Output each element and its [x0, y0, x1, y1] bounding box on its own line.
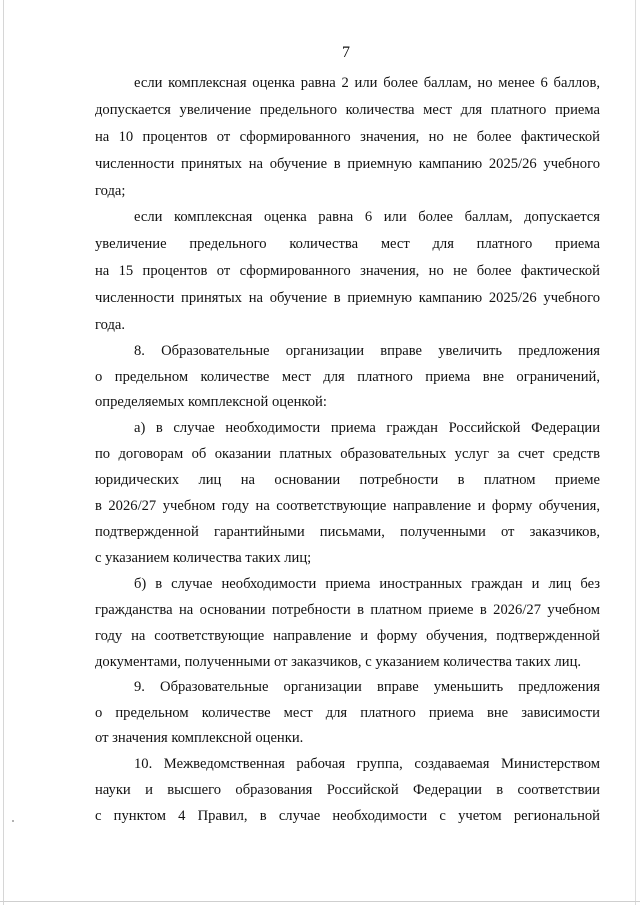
- paragraph-5-line-3: году на соответствующие направление и форму обучения, подтвержденной: [95, 628, 600, 644]
- paragraph-1-line-5: года;: [95, 183, 126, 199]
- page-number: 7: [342, 44, 350, 61]
- paragraph-1-line-3: на 10 процентов от сформированного значения, но не более фактической: [95, 129, 600, 145]
- paragraph-2-line-4: численности принятых на обучение в приемную кампанию 2025/26 учебного: [95, 290, 600, 306]
- paragraph-5-line-1: б) в случае необходимости приема иностранных граждан и лиц без: [134, 576, 600, 592]
- paragraph-1-line-4: численности принятых на обучение в приемную кампанию 2025/26 учебного: [95, 156, 600, 172]
- paragraph-6-line-3: от значения комплексной оценки.: [95, 730, 304, 746]
- paragraph-3-line-1: 8. Образовательные организации вправе увеличить предложения: [134, 343, 600, 359]
- paragraph-1-line-1: если комплексная оценка равна 2 или более баллам, но менее 6 баллов,: [134, 75, 600, 91]
- paragraph-5-line-4: документами, полученными от заказчиков, с указанием количества таких лиц.: [95, 654, 582, 670]
- paragraph-2-line-3: на 15 процентов от сформированного значения, но не более фактической: [95, 263, 600, 279]
- paragraph-3-line-2: о предельном количестве мест для платного приема вне ограничений,: [95, 369, 600, 385]
- paragraph-7-line-3: с пунктом 4 Правил, в случае необходимости с учетом региональной: [95, 808, 600, 824]
- paragraph-4-line-5: подтвержденной гарантийными письмами, полученными от заказчиков,: [95, 524, 600, 540]
- paragraph-4-line-1: а) в случае необходимости приема граждан Российской Федерации: [134, 420, 600, 436]
- paragraph-4-line-2: по договорам об оказании платных образовательных услуг за счет средств: [95, 446, 600, 462]
- paragraph-2-line-5: года.: [95, 317, 126, 333]
- paragraph-6-line-2: о предельном количестве мест для платного приема вне зависимости: [95, 705, 600, 721]
- paragraph-7-line-2: науки и высшего образования Российской Федерации в соответствии: [95, 782, 600, 798]
- paragraph-7-line-1: 10. Межведомственная рабочая группа, создаваемая Министерством: [134, 756, 600, 772]
- paragraph-5-line-2: гражданства на основании потребности в платном приеме в 2026/27 учебном: [95, 602, 600, 618]
- scan-edge-left: [3, 0, 4, 905]
- paragraph-4-line-4: в 2026/27 учебном году на соответствующие направление и форму обучения,: [95, 498, 600, 514]
- paragraph-2-line-2: увеличение предельного количества мест для платного приема: [95, 236, 600, 252]
- paragraph-2-line-1: если комплексная оценка равна 6 или более баллам, допускается: [134, 209, 600, 225]
- paragraph-1-line-2: допускается увеличение предельного количества мест для платного приема: [95, 102, 600, 118]
- paragraph-4-line-3: юридических лиц на основании потребности в платном приеме: [95, 472, 600, 488]
- scan-edge-right: [635, 0, 636, 905]
- paragraph-3-line-3: определяемых комплексной оценкой:: [95, 394, 327, 410]
- paragraph-6-line-1: 9. Образовательные организации вправе уменьшить предложения: [134, 679, 600, 695]
- scan-speck: [12, 820, 14, 822]
- scan-edge-bottom: [0, 901, 640, 902]
- paragraph-4-line-6: с указанием количества таких лиц;: [95, 550, 312, 566]
